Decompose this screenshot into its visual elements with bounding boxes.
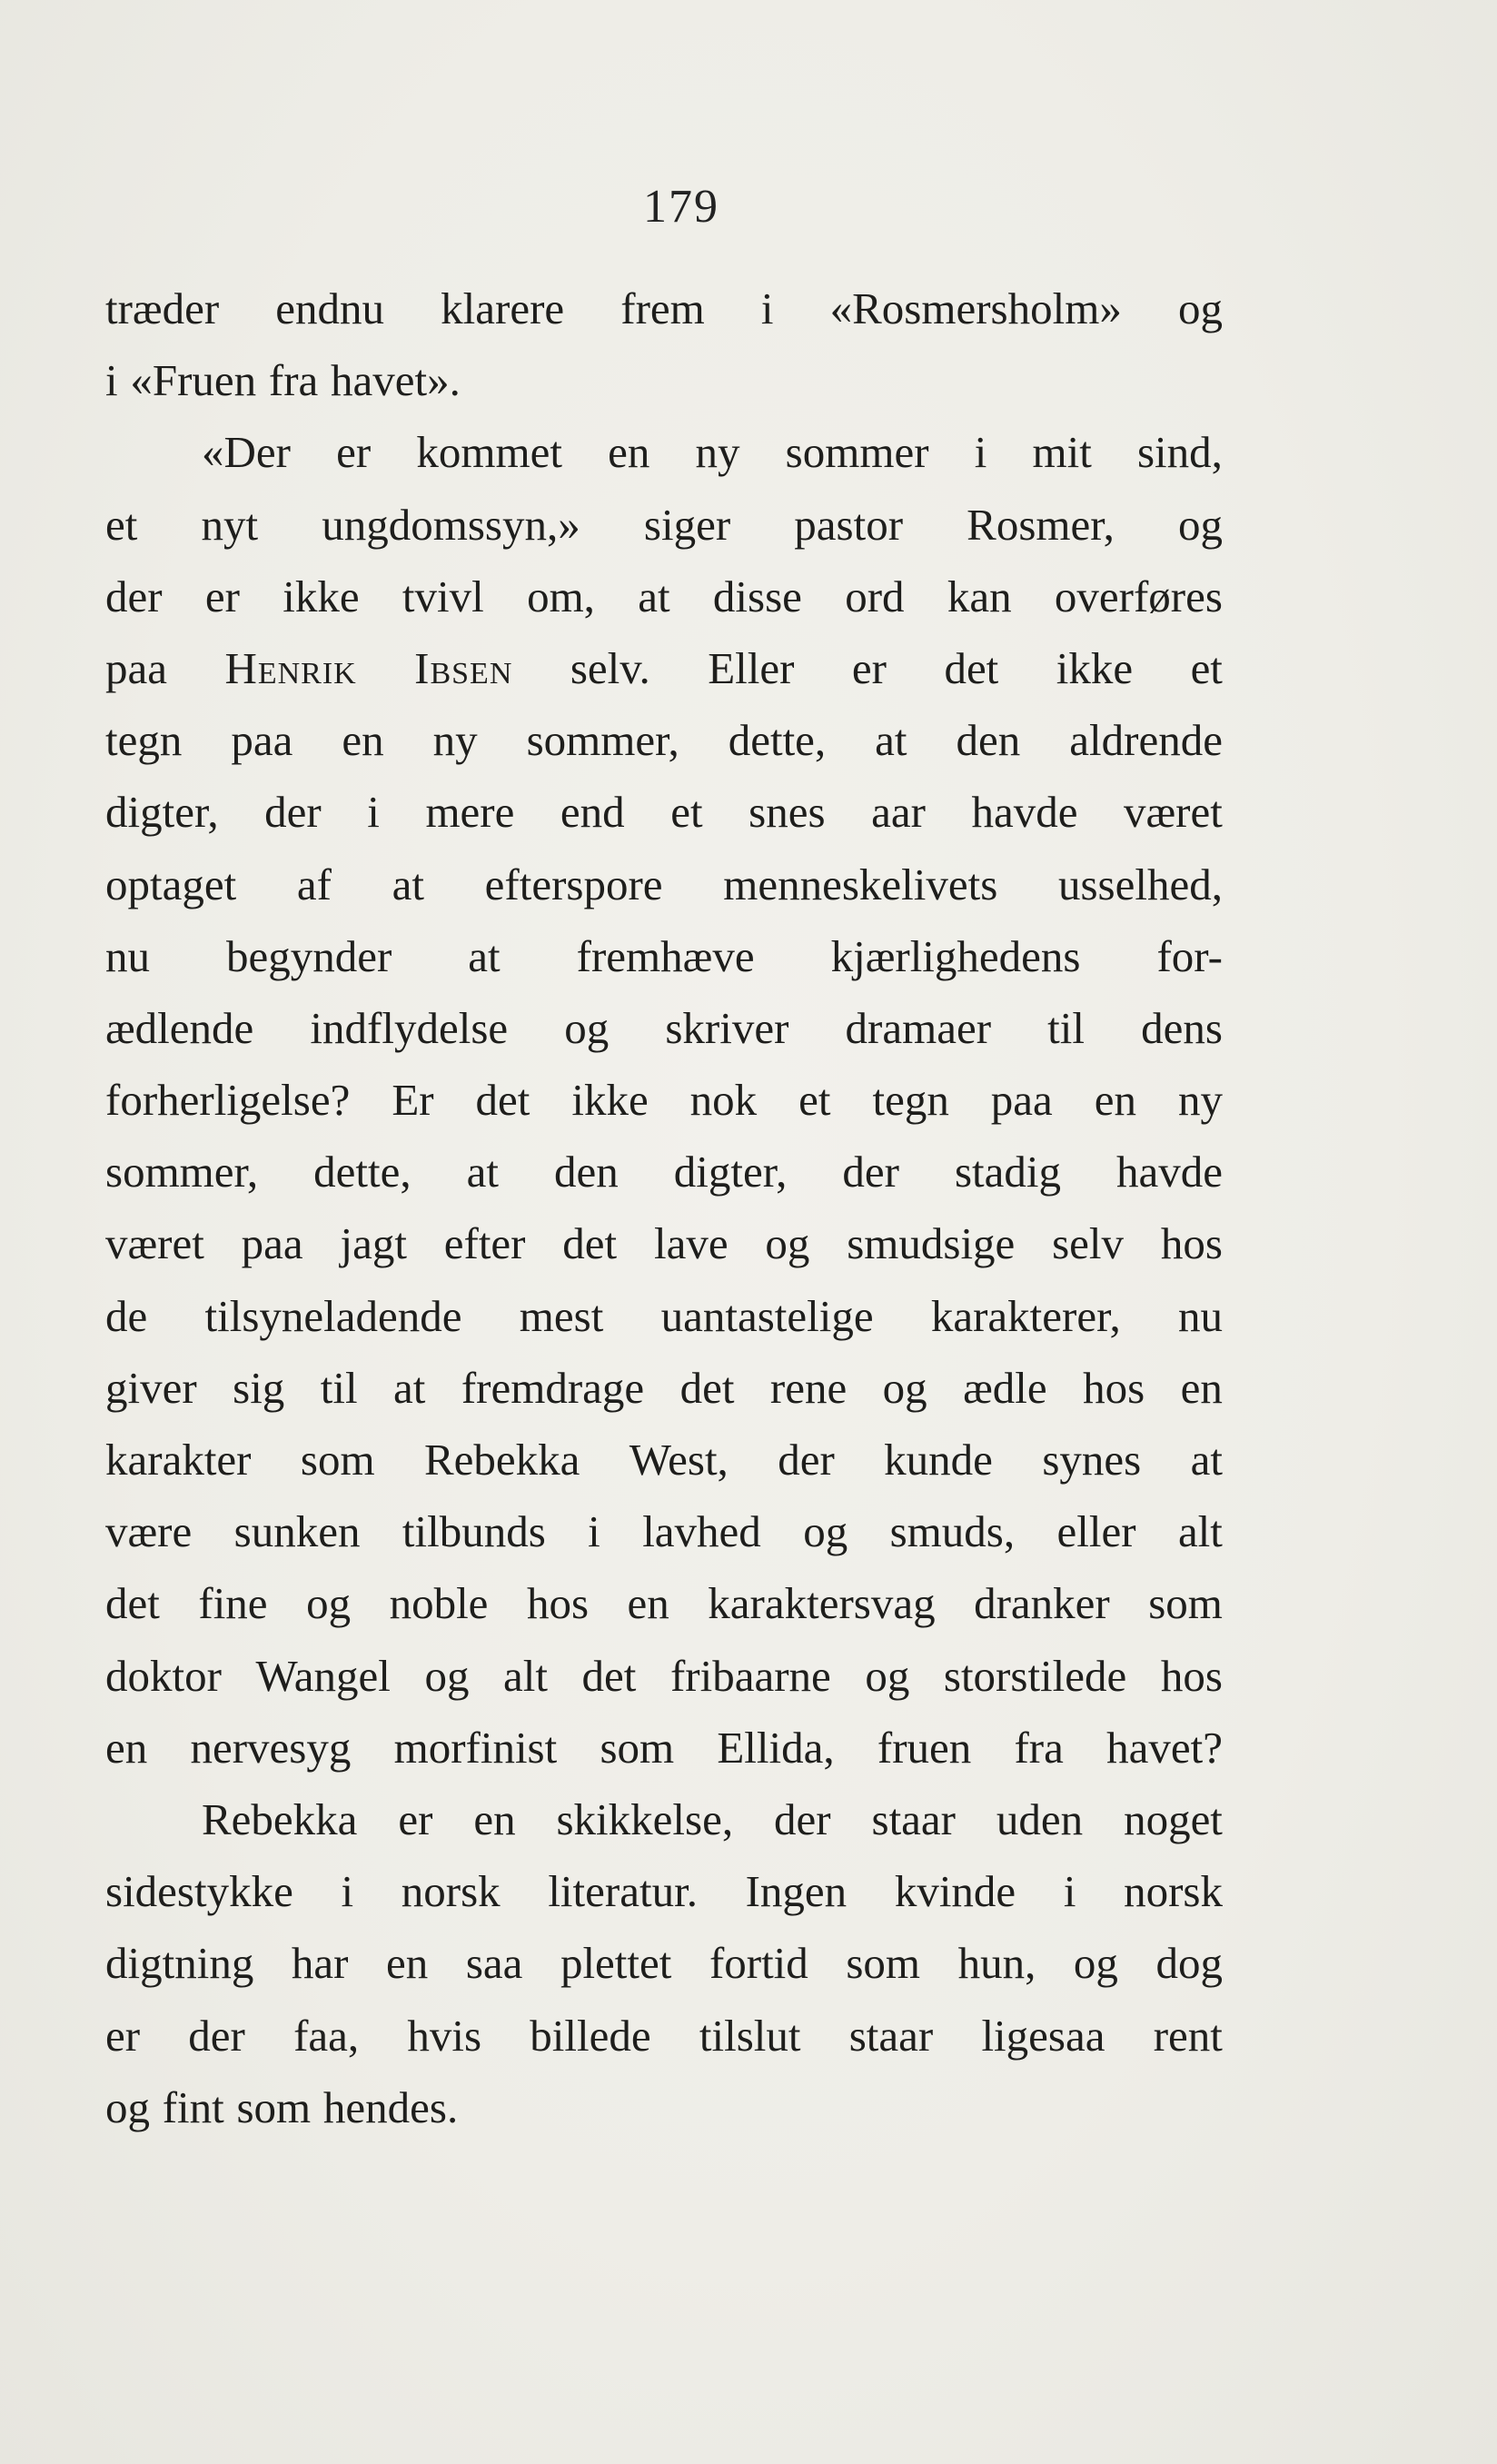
word: og [424,1650,470,1701]
word: et [1190,642,1223,693]
word: digtning [105,1938,254,1989]
word: en [1094,1075,1136,1126]
word: af [296,859,332,909]
word: paa [241,1218,303,1269]
text-line [105,1927,1223,1999]
word: sommer, [105,1147,259,1197]
word: havet». [331,355,461,406]
word: i [105,355,118,406]
word: fruen [877,1722,972,1773]
word: tegn [872,1075,949,1126]
word: billede [530,2010,651,2061]
text-line [105,416,1223,488]
word: tegn [105,715,183,766]
word: og [306,1578,352,1629]
text-line [105,1207,1223,1279]
word: morfinist [393,1722,558,1773]
word: et [798,1075,831,1126]
word: noget [1124,1793,1223,1844]
word: paa [231,715,293,766]
word: Ibsen [414,642,513,693]
word: digter, [105,787,219,838]
word: at [466,1147,500,1197]
word: stadig [954,1147,1061,1197]
word: usselhed, [1057,859,1223,909]
word: alt [503,1650,548,1701]
word: hendes. [322,2081,459,2132]
word: selv. [570,642,650,693]
word: der [188,2010,245,2061]
word: tilsyneladende [204,1290,462,1341]
word: været [1124,787,1223,838]
word: selv [1052,1218,1125,1269]
word: aldrende [1069,715,1223,766]
text-line [105,1136,1223,1207]
word: literatur. [548,1866,698,1917]
word: at [393,1362,426,1413]
word: nyt [201,499,259,550]
word: sunken [233,1506,361,1557]
word: kunde [884,1435,993,1485]
word: og [1177,283,1223,333]
word: som [236,2081,312,2132]
word: lave [653,1218,729,1269]
word: ny [432,715,478,766]
word: «Rosmersholm» [829,283,1122,333]
word: klarere [441,283,565,333]
word: forherligelse? [105,1075,351,1126]
word: er [204,571,240,621]
word: der [264,787,322,838]
word: kan [947,571,1012,621]
word: i [341,1866,354,1917]
word: ny [1177,1075,1223,1126]
word: sind, [1136,427,1223,478]
text-line [105,273,1223,344]
word: den [554,1147,619,1197]
word: endnu [275,283,385,333]
word: norsk [401,1866,501,1917]
word: indflydelse [310,1002,509,1053]
word: havde [1115,1147,1223,1197]
word: de [105,1290,148,1341]
word: efterspore [484,859,663,909]
word: snes [748,787,826,838]
word: at [638,571,670,621]
word: nu [1177,1290,1223,1341]
word: nu [105,930,150,981]
word: det [475,1075,530,1126]
word: saa [465,1938,523,1989]
word: en [1180,1362,1223,1413]
text-line [105,1352,1223,1424]
word: optaget [105,859,237,909]
word: kvinde [894,1866,1016,1917]
word: det [562,1218,618,1269]
word: efter [443,1218,526,1269]
word: det [944,642,999,693]
text-line [105,561,1223,632]
text-line [105,776,1223,848]
word: Rosmer, [967,499,1115,550]
word: i [760,283,774,333]
text-line [105,992,1223,1064]
word: Rebekka [202,1793,358,1844]
word: som [300,1435,375,1485]
word: hun, [957,1938,1036,1989]
word: overføres [1054,571,1223,621]
word: et [670,787,703,838]
word: at [392,859,424,909]
page-number: 179 [643,181,719,233]
word: skikkelse, [556,1793,734,1844]
text-line [105,489,1223,561]
word: end [560,787,625,838]
word: giver [105,1362,197,1413]
word: jagt [340,1218,407,1269]
word: uden [996,1793,1084,1844]
text-line [105,1280,1223,1352]
word: ikke [571,1075,649,1126]
word: og [564,1002,610,1053]
word: noble [389,1578,489,1629]
word: fra [1014,1722,1064,1773]
word: rene [769,1362,848,1413]
word: ny [695,427,740,478]
word: synes [1042,1435,1142,1485]
word: nok [689,1075,758,1126]
word: og [1073,1938,1118,1989]
word: der [842,1147,899,1197]
word: hvis [407,2010,482,2061]
text-line [105,2000,1223,2072]
text-line [105,1495,1223,1567]
word: staar [848,2010,934,2061]
word: pastor [794,499,904,550]
word: mest [519,1290,604,1341]
word: smuds, [889,1506,1016,1557]
word: en [473,1793,516,1844]
word: kjærlighedens [830,930,1081,981]
word: paa [990,1075,1053,1126]
word: et [105,499,138,550]
word: det [105,1578,160,1629]
word: og [1178,499,1223,550]
text-line [105,2072,1223,2143]
word: og [105,2081,150,2132]
word: dette, [728,715,827,766]
word: havet? [1106,1722,1223,1773]
word: er [105,2010,141,2061]
word: «Der [202,427,291,478]
word: storstilede [943,1650,1127,1701]
text-line [105,1855,1223,1927]
word: der [105,571,163,621]
word: fremdrage [461,1362,645,1413]
word: hos [1083,1362,1145,1413]
word: for- [1156,930,1223,981]
word: sommer [785,427,929,478]
text-line [105,1640,1223,1712]
text-line [105,1712,1223,1783]
word: dog [1155,1938,1223,1989]
word: frem [620,283,705,333]
word: og [865,1650,910,1701]
word: Eller [708,642,795,693]
word: karaktersvag [708,1578,936,1629]
word: fortid [709,1938,808,1989]
word: rent [1153,2010,1223,2061]
word: dranker [974,1578,1110,1629]
word: smudsige [847,1218,1016,1269]
word: «Fruen [130,355,257,406]
word: i [974,427,987,478]
word: som [846,1938,921,1989]
word: karakter [105,1435,252,1485]
word: skriver [665,1002,789,1053]
word: paa [105,642,167,693]
word: og [803,1506,848,1557]
word: i [1063,1866,1076,1917]
word: og [882,1362,927,1413]
word: har [291,1938,349,1989]
word: Ingen [745,1866,848,1917]
word: begynder [225,930,392,981]
text-line [105,849,1223,920]
word: til [320,1362,358,1413]
word: om, [527,571,595,621]
word: ligesaa [981,2010,1105,2061]
text-line [105,1567,1223,1639]
word: som [1148,1578,1223,1629]
word: en [342,715,384,766]
word: en [627,1578,669,1629]
word: en [105,1722,148,1773]
word: træder [105,283,220,333]
word: ikke [1056,642,1134,693]
word: sidestykke [105,1866,293,1917]
word: dramaer [845,1002,992,1053]
word: i [367,787,380,838]
word: været [105,1218,204,1269]
text-line [105,344,1223,416]
word: som [600,1722,675,1773]
word: nervesyg [190,1722,352,1773]
text-line [105,632,1223,704]
word: at [468,930,501,981]
word: ord [845,571,905,621]
text-line [105,1424,1223,1495]
word: en [608,427,650,478]
word: Henrik [224,642,357,693]
word: West, [629,1435,729,1485]
word: alt [1177,1506,1223,1557]
word: tvivl [402,571,484,621]
word: er [336,427,372,478]
word: staar [871,1793,956,1844]
word: ikke [283,571,360,621]
word: Rebekka [423,1435,580,1485]
word: disse [712,571,802,621]
text-line [105,920,1223,992]
word: faa, [293,2010,360,2061]
word: dens [1141,1002,1223,1053]
word: til [1047,1002,1085,1053]
word: det [581,1650,637,1701]
word: norsk [1124,1866,1223,1917]
word: fremhæve [576,930,755,981]
word: plettet [560,1938,672,1989]
body-text [105,273,1223,2143]
word: være [105,1506,193,1557]
word: havde [971,787,1078,838]
word: fine [198,1578,268,1629]
word: uantastelige [660,1290,874,1341]
word: og [765,1218,810,1269]
word: fint [162,2081,224,2132]
word: mit [1032,427,1092,478]
word: ædlende [105,1002,254,1053]
word: er [398,1793,433,1844]
text-line [105,1783,1223,1855]
word: der [774,1793,831,1844]
word: Ellida, [717,1722,835,1773]
word: lavhed [642,1506,761,1557]
word: fra [268,355,319,406]
word: siger [643,499,731,550]
word: der [778,1435,835,1485]
word: er [851,642,887,693]
word: Er [392,1075,434,1126]
word: ædle [963,1362,1047,1413]
text-line [105,704,1223,776]
word: at [875,715,907,766]
text-line [105,1064,1223,1136]
word: Wangel [255,1650,391,1701]
word: mere [425,787,515,838]
word: digter, [673,1147,788,1197]
word: sig [233,1362,285,1413]
word: ungdomssyn,» [322,499,580,550]
word: karakterer, [930,1290,1121,1341]
word: tilbunds [402,1506,546,1557]
word: det [679,1362,735,1413]
word: tilslut [699,2010,801,2061]
word: fribaarne [669,1650,831,1701]
word: kommet [416,427,562,478]
word: aar [871,787,926,838]
word: dette, [313,1147,411,1197]
word: en [386,1938,429,1989]
word: den [956,715,1021,766]
word: hos [526,1578,590,1629]
word: hos [1160,1650,1223,1701]
word: i [588,1506,600,1557]
word: at [1190,1435,1223,1485]
word: sommer, [526,715,679,766]
word: hos [1160,1218,1223,1269]
word: menneskelivets [723,859,998,909]
word: eller [1056,1506,1136,1557]
word: doktor [105,1650,222,1701]
